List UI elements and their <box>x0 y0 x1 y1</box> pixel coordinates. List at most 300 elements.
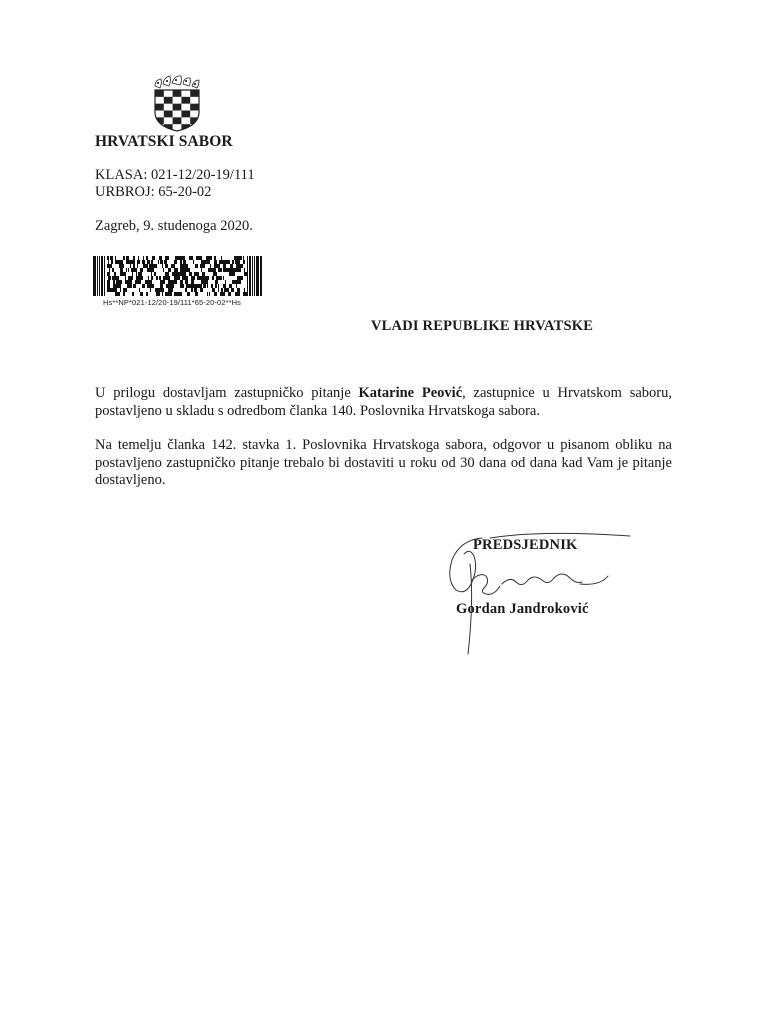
barcode-cell <box>219 260 222 264</box>
barcode-cell <box>128 280 131 284</box>
barcode-cell <box>170 280 173 284</box>
barcode-cell <box>221 288 223 292</box>
barcode-cell <box>174 280 177 284</box>
barcode-cell <box>221 256 222 260</box>
barcode-cell <box>189 256 192 260</box>
barcode-cell <box>111 260 113 264</box>
barcode-cell <box>140 272 142 276</box>
barcode-cell <box>216 284 217 288</box>
barcode-cell <box>126 288 127 292</box>
barcode-cell <box>113 288 116 292</box>
barcode-cell <box>167 256 169 260</box>
barcode-cell <box>151 280 152 284</box>
barcode-cell <box>147 256 148 260</box>
barcode-cell <box>233 268 236 272</box>
barcode-cell <box>212 276 214 280</box>
barcode-cell <box>151 276 153 280</box>
coat-check-square <box>164 111 173 118</box>
barcode-cell <box>147 268 149 272</box>
barcode-cell <box>223 268 225 272</box>
barcode-cell <box>160 288 162 292</box>
barcode-cell <box>217 276 220 280</box>
coat-of-arms-icon <box>149 74 205 132</box>
barcode-cell <box>229 284 230 288</box>
barcode-cell <box>133 268 134 272</box>
barcode-cell <box>229 268 231 272</box>
barcode-cell <box>131 260 133 264</box>
barcode-cell <box>185 272 186 276</box>
barcode-cell <box>128 276 130 280</box>
barcode-cell <box>195 264 197 268</box>
signatory-name: Gordan Jandroković <box>456 601 589 617</box>
barcode-cell <box>229 272 231 276</box>
barcode-cell <box>146 256 147 260</box>
paragraph-1-end: , zastupnice u Hrvatskom saboru, postavljeno u skladu s odredbom članka 140. Poslovnika Hrvatskoga sabora. <box>95 385 672 419</box>
barcode-cell <box>132 272 133 276</box>
barcode-cell <box>171 292 172 296</box>
barcode-cell <box>166 276 169 280</box>
barcode-cell <box>178 292 180 296</box>
barcode-bar <box>97 256 98 296</box>
barcode-cell <box>218 288 219 292</box>
barcode-cell <box>168 280 170 284</box>
barcode-cell <box>191 276 194 280</box>
barcode-cell <box>136 272 137 276</box>
barcode-cell <box>147 284 149 288</box>
barcode-cell <box>220 292 222 296</box>
barcode-cell <box>238 264 239 268</box>
barcode-cell <box>155 288 158 292</box>
barcode-cell <box>217 264 218 268</box>
barcode-cell <box>107 256 109 260</box>
coat-check-square <box>181 111 190 118</box>
barcode-cell <box>142 284 145 288</box>
barcode-cell <box>223 264 226 268</box>
barcode-cell <box>216 276 217 280</box>
barcode-cell <box>131 268 132 272</box>
barcode-cell <box>189 272 192 276</box>
barcode-cell <box>147 280 150 284</box>
barcode-cell <box>235 260 238 264</box>
barcode-bar <box>249 256 251 296</box>
barcode-cell <box>211 268 214 272</box>
barcode-cell <box>194 272 196 276</box>
barcode-cell <box>223 284 226 288</box>
barcode-cell <box>209 292 210 296</box>
barcode-bar <box>101 256 103 296</box>
barcode-cell <box>120 288 121 292</box>
barcode-cell <box>112 268 113 272</box>
barcode-cell <box>179 256 182 260</box>
barcode-cell <box>225 288 227 292</box>
barcode-cell <box>167 292 168 296</box>
barcode-cell <box>186 268 189 272</box>
barcode-cell <box>174 276 177 280</box>
barcode-cell <box>174 268 176 272</box>
coat-check-square <box>164 97 173 104</box>
barcode-cell <box>108 276 109 280</box>
barcode-cell <box>193 284 196 288</box>
barcode-cell <box>201 280 204 284</box>
barcode-cell <box>113 268 114 272</box>
barcode-cell <box>235 280 236 284</box>
barcode-cell <box>131 280 132 284</box>
barcode-cell <box>196 256 197 260</box>
barcode-cell <box>236 268 238 272</box>
barcode-cell <box>125 276 126 280</box>
barcode-cell <box>168 268 171 272</box>
barcode-cell <box>183 276 186 280</box>
barcode-cell <box>137 260 140 264</box>
barcode-cell <box>220 276 221 280</box>
barcode-cell <box>152 264 155 268</box>
barcode-cell <box>237 276 240 280</box>
barcode-cell <box>223 276 224 280</box>
barcode-cell <box>205 276 208 280</box>
coat-check-square <box>190 104 199 111</box>
barcode-cell <box>182 256 185 260</box>
barcode-cell <box>208 268 209 272</box>
barcode-cell <box>201 288 203 292</box>
barcode-cell <box>215 284 216 288</box>
coat-check-square <box>173 90 182 97</box>
barcode-cell <box>133 256 135 260</box>
barcode-cell <box>107 284 110 288</box>
barcode-cell <box>112 256 113 260</box>
barcode-cell <box>215 280 216 284</box>
barcode-cell <box>179 272 180 276</box>
barcode-cell <box>117 280 120 284</box>
barcode-cell <box>147 260 150 264</box>
paragraph-1-start: U prilogu dostavljam zastupničko pitanje <box>95 385 359 401</box>
barcode-cell <box>197 292 198 296</box>
barcode-cell <box>236 280 238 284</box>
barcode-cell <box>216 272 217 276</box>
barcode-cell <box>240 276 242 280</box>
coat-check-square <box>155 104 164 111</box>
barcode-cell <box>140 276 143 280</box>
barcode-cell <box>208 276 209 280</box>
barcode-cell <box>222 260 225 264</box>
coat-check-square <box>190 90 199 97</box>
barcode-cell <box>166 284 168 288</box>
barcode-cell <box>176 256 179 260</box>
barcode-cell <box>237 256 239 260</box>
barcode-cell <box>156 292 157 296</box>
body-paragraph-2: Na temelju članka 142. stavka 1. Poslovnika Hrvatskoga sabora, odgovor u pisanom obliku na postavljeno zastupničko pitanje trebalo bi dostaviti u roku od 30 dana od dana kad Vam je pitanje dostavljeno. <box>95 437 672 488</box>
barcode-cell <box>184 260 186 264</box>
barcode-cell <box>201 268 202 272</box>
barcode-cell <box>159 256 162 260</box>
barcode-cell <box>130 276 131 280</box>
barcode-cell <box>177 276 180 280</box>
barcode-cell <box>242 276 243 280</box>
barcode-cell <box>164 260 165 264</box>
barcode-cell <box>239 256 242 260</box>
coat-check-square <box>181 97 190 104</box>
body-paragraph-1 <box>95 385 672 420</box>
barcode-cell <box>118 260 121 264</box>
barcode-cell <box>158 288 160 292</box>
barcode-cell <box>213 272 216 276</box>
barcode-cell <box>191 280 194 284</box>
barcode-cell <box>162 288 164 292</box>
barcode-cell <box>175 256 176 260</box>
barcode-cell <box>175 292 178 296</box>
barcode-cell <box>115 260 116 264</box>
barcode-cell <box>232 280 233 284</box>
coat-check-square <box>155 90 164 97</box>
barcode-cell <box>109 268 110 272</box>
barcode-cell <box>238 268 241 272</box>
barcode-cell <box>241 264 243 268</box>
barcode-cell <box>167 272 169 276</box>
barcode-cell <box>126 256 129 260</box>
barcode-cell <box>214 256 216 260</box>
barcode-cell <box>178 272 179 276</box>
barcode-cell <box>112 276 115 280</box>
barcode-cell <box>212 288 215 292</box>
barcode-cell <box>176 268 178 272</box>
barcode-cell <box>165 256 167 260</box>
barcode-cell <box>120 280 122 284</box>
barcode-cell <box>120 268 123 272</box>
barcode-cell <box>115 256 116 260</box>
barcode-cell <box>206 256 209 260</box>
barcode-cell <box>185 280 188 284</box>
barcode-cell <box>200 288 201 292</box>
barcode-cell <box>196 284 198 288</box>
barcode-cell <box>197 264 198 268</box>
barcode-cell <box>145 264 148 268</box>
barcode-cell <box>116 280 117 284</box>
barcode-cell <box>195 292 197 296</box>
barcode-cell <box>137 264 138 268</box>
barcode-cell <box>191 284 193 288</box>
barcode-cell <box>149 284 152 288</box>
barcode-cell <box>203 264 204 268</box>
barcode-cell <box>231 268 233 272</box>
barcode-cell <box>215 260 217 264</box>
barcode-cell <box>123 256 125 260</box>
barcode-cell <box>121 264 124 268</box>
barcode-cell <box>194 288 195 292</box>
barcode-cell <box>134 268 137 272</box>
signature-title: PREDSJEDNIK <box>473 537 578 553</box>
barcode-cell <box>133 292 134 296</box>
barcode-cell <box>139 276 140 280</box>
barcode-caption: Hs**NP*021-12/20-19/111*65-20-02**Hs <box>103 298 241 307</box>
barcode-bar <box>256 256 259 296</box>
barcode-cell <box>156 276 158 280</box>
barcode-cell <box>132 268 133 272</box>
barcode-cell <box>201 256 202 260</box>
barcode-cell <box>244 288 245 292</box>
barcode-bar <box>104 256 105 296</box>
barcode-cell <box>113 280 114 284</box>
barcode-cell <box>125 280 128 284</box>
barcode-cell <box>151 272 152 276</box>
barcode-cell <box>208 260 210 264</box>
date-line: Zagreb, 9. studenoga 2020. <box>95 218 253 234</box>
barcode-cell <box>227 260 230 264</box>
barcode-cell <box>211 256 212 260</box>
barcode-cell <box>209 256 211 260</box>
barcode-cell <box>166 260 167 264</box>
barcode-cell <box>228 292 231 296</box>
barcode-cell <box>160 260 163 264</box>
barcode-cell <box>151 268 154 272</box>
barcode-cell <box>143 256 144 260</box>
barcode-cell <box>168 292 169 296</box>
barcode-cell <box>187 292 190 296</box>
barcode-cell <box>201 260 204 264</box>
barcode-cell <box>128 260 131 264</box>
barcode-cell <box>163 268 164 272</box>
barcode-cell <box>218 284 219 288</box>
barcode-cell <box>238 260 240 264</box>
barcode-cell <box>146 292 148 296</box>
barcode-cell <box>216 280 218 284</box>
barcode-cell <box>115 276 116 280</box>
barcode-cell <box>107 264 110 268</box>
barcode-cell <box>132 292 133 296</box>
barcode-bar <box>99 256 100 296</box>
barcode-cell <box>236 264 238 268</box>
barcode-cell <box>200 264 203 268</box>
barcode-cell <box>168 288 170 292</box>
barcode-cell <box>182 276 183 280</box>
barcode-cell <box>215 264 217 268</box>
barcode-cell <box>227 288 229 292</box>
barcode-cell <box>165 264 168 268</box>
barcode-cell <box>224 288 225 292</box>
barcode-cell <box>150 280 151 284</box>
barcode-cell <box>108 260 109 264</box>
barcode-cell <box>225 280 226 284</box>
handwritten-signature <box>430 520 640 660</box>
barcode-cell <box>162 280 165 284</box>
barcode-bar <box>252 256 253 296</box>
barcode-cell <box>116 276 119 280</box>
barcode-cell <box>126 260 128 264</box>
barcode-cell <box>212 284 213 288</box>
barcode-cell <box>170 288 173 292</box>
barcode-cell <box>214 268 216 272</box>
barcode-cell <box>207 292 208 296</box>
barcode-cell <box>243 260 245 264</box>
barcode-cell <box>163 276 165 280</box>
barcode-cell <box>107 272 110 276</box>
barcode-cell <box>116 284 119 288</box>
barcode-cell <box>107 288 110 292</box>
barcode-bar <box>260 256 262 296</box>
barcode-cell <box>198 276 200 280</box>
recipient-heading: VLADI REPUBLIKE HRVATSKE <box>371 318 594 334</box>
barcode-cell <box>148 276 149 280</box>
barcode-cell <box>193 260 194 264</box>
barcode-cell <box>226 268 229 272</box>
barcode-cell <box>225 268 226 272</box>
barcode-cell <box>124 272 126 276</box>
barcode-cell <box>161 280 162 284</box>
barcode-icon <box>93 256 263 300</box>
barcode-cell <box>238 280 241 284</box>
barcode-cell <box>136 280 138 284</box>
barcode-cell <box>133 264 135 268</box>
barcode-cell <box>158 260 159 264</box>
barcode-cell <box>110 264 112 268</box>
barcode-cell <box>115 292 118 296</box>
barcode-cell <box>238 292 240 296</box>
barcode-cell <box>116 288 117 292</box>
barcode-cell <box>133 284 136 288</box>
barcode-cell <box>234 272 235 276</box>
barcode-cell <box>116 260 118 264</box>
barcode-cell <box>237 288 240 292</box>
barcode-cell <box>152 256 155 260</box>
barcode-cell <box>136 276 139 280</box>
barcode-cell <box>174 292 175 296</box>
barcode-cell <box>221 268 222 272</box>
barcode-cell <box>172 284 174 288</box>
barcode-cell <box>180 292 182 296</box>
barcode-cell <box>204 260 205 264</box>
barcode-cell <box>150 288 151 292</box>
barcode-cell <box>121 260 123 264</box>
barcode-cell <box>207 284 208 288</box>
barcode-cell <box>114 272 116 276</box>
barcode-cell <box>222 292 225 296</box>
barcode-cell <box>204 264 205 268</box>
barcode-cell <box>157 292 160 296</box>
barcode-cell <box>143 264 145 268</box>
barcode-cell <box>173 264 175 268</box>
barcode-cell <box>165 292 167 296</box>
barcode-cell <box>183 284 184 288</box>
barcode-cell <box>154 272 156 276</box>
barcode-cell <box>162 292 163 296</box>
barcode-cell <box>194 276 195 280</box>
barcode-cell <box>243 256 244 260</box>
barcode-cell <box>162 264 163 268</box>
barcode-cell <box>160 284 163 288</box>
barcode-cell <box>200 276 202 280</box>
barcode-cell <box>204 280 206 284</box>
barcode-cell <box>171 264 173 268</box>
barcode-cell <box>119 264 121 268</box>
barcode-cell <box>180 272 182 276</box>
barcode-cell <box>182 272 185 276</box>
barcode-cell <box>121 272 124 276</box>
barcode-cell <box>169 292 171 296</box>
barcode-cell <box>142 260 145 264</box>
barcode-cell <box>199 256 201 260</box>
barcode-cell <box>209 268 210 272</box>
barcode-cell <box>113 284 116 288</box>
barcode-cell <box>180 268 183 272</box>
barcode-cell <box>235 292 238 296</box>
barcode-cell <box>183 268 186 272</box>
barcode-cell <box>127 284 130 288</box>
barcode-cell <box>138 256 139 260</box>
barcode-cell <box>181 264 183 268</box>
barcode-cell <box>230 264 233 268</box>
barcode-cell <box>180 260 182 264</box>
barcode-cell <box>244 268 245 272</box>
barcode-cell <box>130 284 132 288</box>
barcode-cell <box>197 256 199 260</box>
